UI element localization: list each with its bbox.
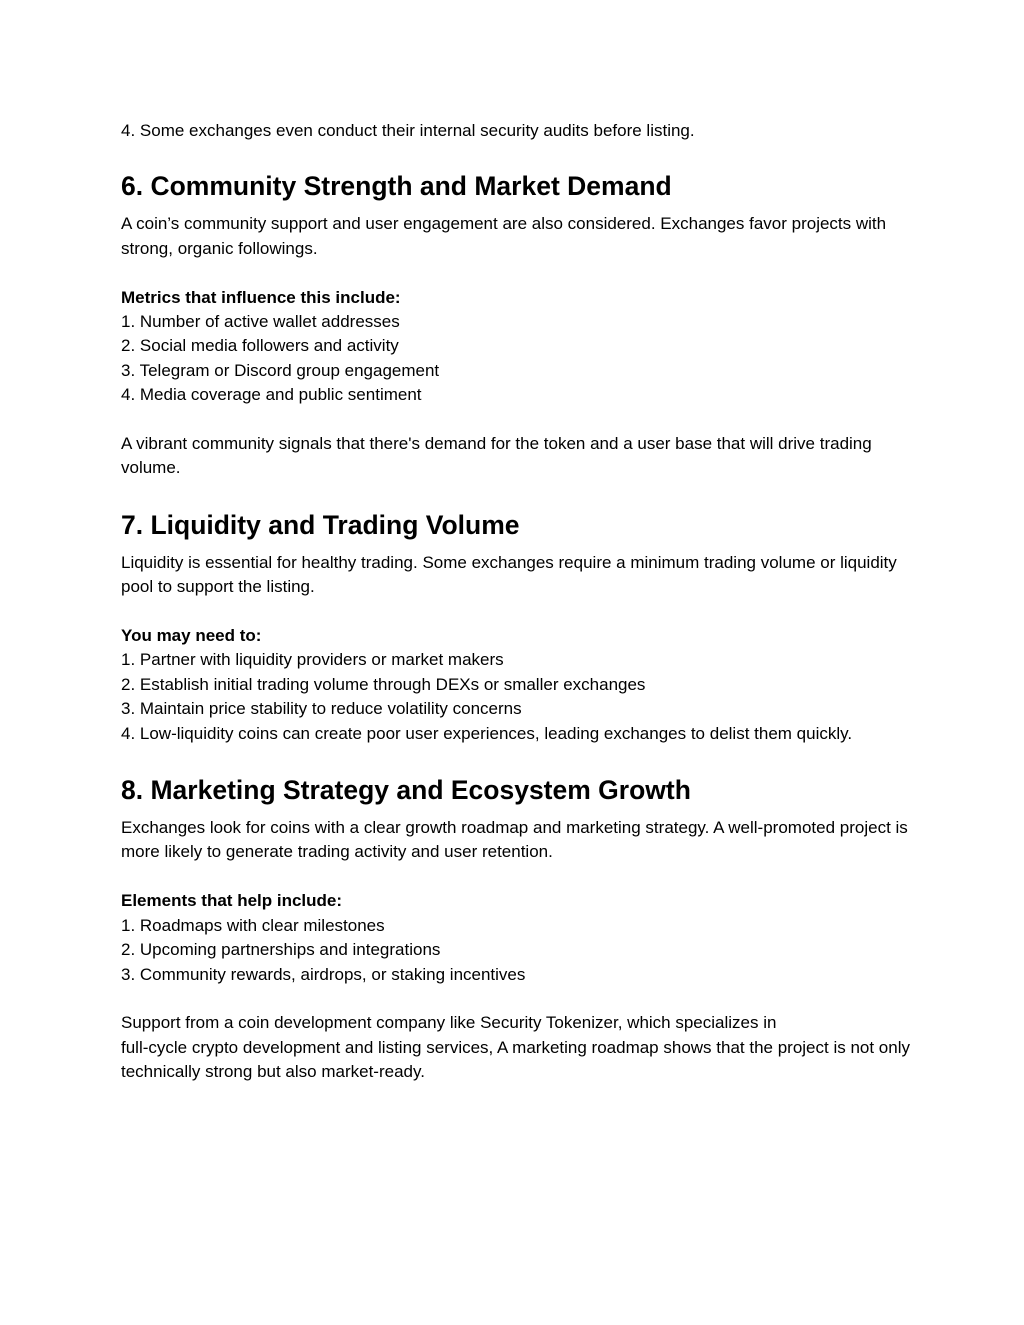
section-marketing-strategy [121, 774, 911, 1084]
list-item: 1. Partner with liquidity providers or market makers [121, 650, 504, 670]
section-6-paragraph: A coin’s community support and user engagement are also considered. Exchanges favor projects with strong, organic followings. [121, 214, 887, 258]
section-8-list-label: Elements that help include: [121, 891, 343, 911]
list-item: 4. Low-liquidity coins can create poor user experiences, leading exchanges to delist them quickly. [121, 723, 853, 743]
section-8-closing-paragraph [121, 1011, 911, 1084]
section-8-heading: 8. Marketing Strategy and Ecosystem Growth [121, 775, 691, 806]
section-8-list [121, 914, 911, 987]
list-item: 2. Social media followers and activity [121, 336, 399, 356]
section-liquidity [121, 509, 911, 746]
list-item: 3. Community rewards, airdrops, or staking incentives [121, 964, 526, 984]
closing-line-1: Support from a coin development company like Security Tokenizer, which specializes in [121, 1013, 777, 1033]
section-7-list-label: You may need to: [121, 626, 262, 646]
section-6-list [121, 310, 911, 408]
section-6-closing-paragraph: A vibrant community signals that there's demand for the token and a user base that will drive trading volume. [121, 434, 872, 478]
list-item: 2. Establish initial trading volume through DEXs or smaller exchanges [121, 674, 646, 694]
carryover-list-item: 4. Some exchanges even conduct their internal security audits before listing. [121, 121, 695, 140]
section-7-list [121, 648, 911, 746]
document-page [121, 119, 911, 1085]
list-item: 3. Maintain price stability to reduce volatility concerns [121, 699, 522, 719]
section-8-paragraph: Exchanges look for coins with a clear growth roadmap and marketing strategy. A well-promoted project is more likely to generate trading activity and user retention. [121, 818, 908, 862]
section-6-heading: 6. Community Strength and Market Demand [121, 171, 672, 202]
section-7-paragraph: Liquidity is essential for healthy trading. Some exchanges require a minimum trading volume or liquidity pool to support the listing. [121, 552, 897, 597]
list-item: 4. Media coverage and public sentiment [121, 385, 422, 405]
closing-line-2: full-cycle crypto development and listing services, A marketing roadmap shows that the project is not only technically strong but also market-ready. [121, 1037, 910, 1082]
list-item: 2. Upcoming partnerships and integrations [121, 940, 441, 960]
section-6-list-label: Metrics that influence this include: [121, 287, 401, 307]
section-community-strength [121, 170, 911, 480]
list-item: 1. Number of active wallet addresses [121, 312, 400, 332]
section-7-heading: 7. Liquidity and Trading Volume [121, 509, 520, 540]
list-item: 3. Telegram or Discord group engagement [121, 360, 440, 380]
list-item: 1. Roadmaps with clear milestones [121, 915, 385, 935]
